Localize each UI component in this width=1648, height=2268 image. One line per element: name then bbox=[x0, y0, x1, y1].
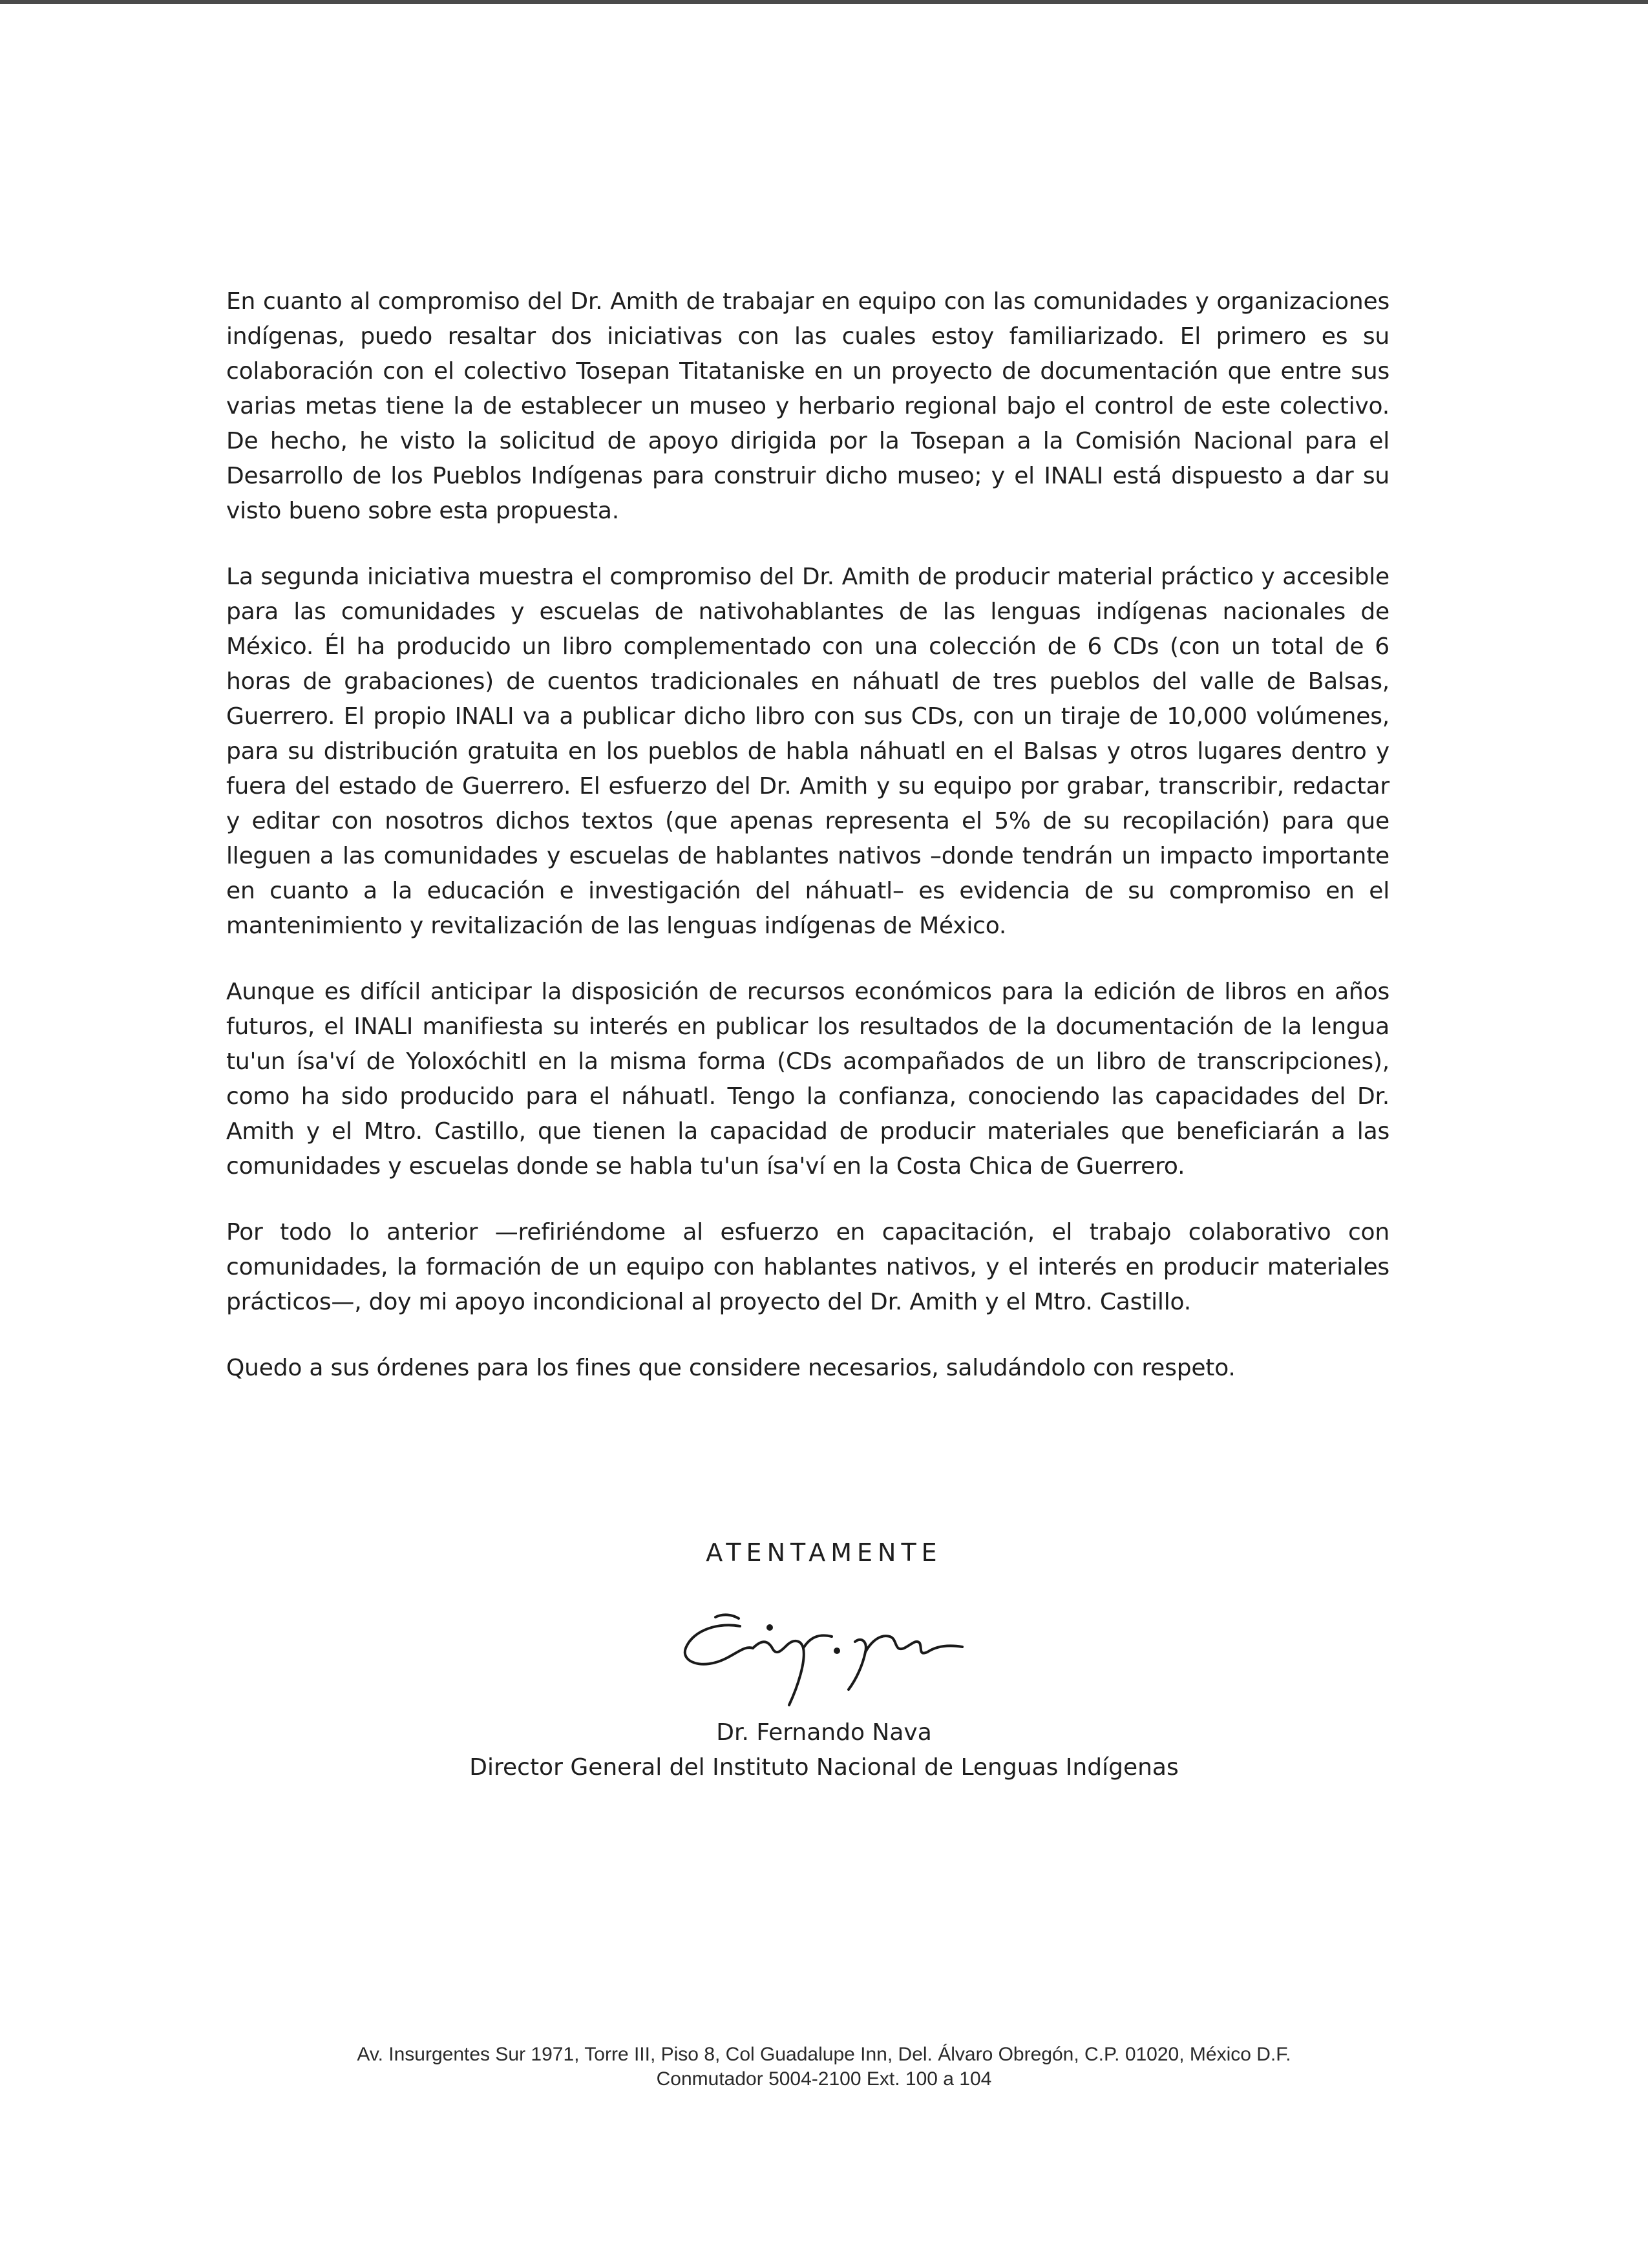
paragraph-closing: Quedo a sus órdenes para los fines que considere necesarios, saludándolo con respeto. bbox=[226, 1355, 1236, 1381]
paragraph-support-statement: Por todo lo anterior —refiriéndome al esfuerzo en capacitación, el trabajo colaborativo con comunidades, la formación de un equipo con hablantes nativos, y el interés en producir materiales prácticos—, doy mi apoyo incondicional al proyecto del Dr. Amith y el Mtro. Castillo. bbox=[226, 1219, 1389, 1315]
paragraph-practical-materials: La segunda iniciativa muestra el compromiso del Dr. Amith de producir material práctico y accesible para las comunidades y escuelas de nativohablantes de las lenguas indígenas nacionales de México. Él ha producido un libro complementado con una colección de 6 CDs (con un total de 6 horas de grabaciones) de cuentos tradicionales en náhuatl de tres pueblos del valle de Balsas, Guerrero. El propio INALI va a publicar dicho libro con sus CDs, con un tiraje de 10,000 volúmenes, para su distribución gratuita en los pueblos de habla náhuatl en el Balsas y otros lugares dentro y fuera del estado de Guerrero. El esfuerzo del Dr. Amith y su equipo por grabar, transcribir, redactar y editar con nosotros dichos textos (que apenas representa el 5% de su recopilación) para que lleguen a las comunidades y escuelas de hablantes nativos –donde tendrán un impacto importante en cuanto a la educación e investigación del náhuatl– es evidencia de su compromiso en el mantenimiento y revitalización de las lenguas indígenas de México. bbox=[226, 564, 1389, 939]
salutation: ATENTAMENTE bbox=[706, 1538, 942, 1567]
paragraph-publication-interest: Aunque es difícil anticipar la disposición de recursos económicos para la edición de libros en años futuros, el INALI manifiesta su interés en publicar los resultados de la documentación de la lengua tu'un ísa'ví de Yoloxóchitl en la misma forma (CDs acompañados de un libro de transcripciones), como ha sido producido para el náhuatl. Tengo la confianza, conociendo las capacidades del Dr. Amith y el Mtro. Castillo, que tienen la capacidad de producir materiales que beneficiarán a las comunidades y escuelas donde se habla tu'un ísa'ví en la Costa Chica de Guerrero. bbox=[226, 979, 1389, 1180]
signature-block bbox=[355, 1538, 1293, 1785]
footer-phone: Conmutador 5004-2100 Ext. 100 a 104 bbox=[656, 2068, 992, 2090]
letter-footer bbox=[194, 2042, 1454, 2092]
handwritten-signature bbox=[643, 1589, 1005, 1712]
signer-title: Director General del Instituto Nacional de Lenguas Indígenas bbox=[469, 1754, 1179, 1781]
paragraph-community-collaboration: En cuanto al compromiso del Dr. Amith de trabajar en equipo con las comunidades y organizaciones indígenas, puedo resaltar dos iniciativas con las cuales estoy familiarizado. El primero es su colaboración con el colectivo Tosepan Titataniske en un proyecto de documentación que entre sus varias metas tiene la de establecer un museo y herbario regional bajo el control de este colectivo. De hecho, he visto la solicitud de apoyo dirigida por la Tosepan a la Comisión Nacional para el Desarrollo de los Pueblos Indígenas para construir dicho museo; y el INALI está dispuesto a dar su visto bueno sobre esta propuesta. bbox=[226, 288, 1389, 524]
footer-address: Av. Insurgentes Sur 1971, Torre III, Piso 8, Col Guadalupe Inn, Del. Álvaro Obregón, C.P. 01020, México D.F. bbox=[357, 2044, 1291, 2065]
top-border-line bbox=[0, 0, 1648, 4]
signer-name: Dr. Fernando Nava bbox=[716, 1719, 932, 1746]
letter-body bbox=[226, 284, 1389, 1417]
